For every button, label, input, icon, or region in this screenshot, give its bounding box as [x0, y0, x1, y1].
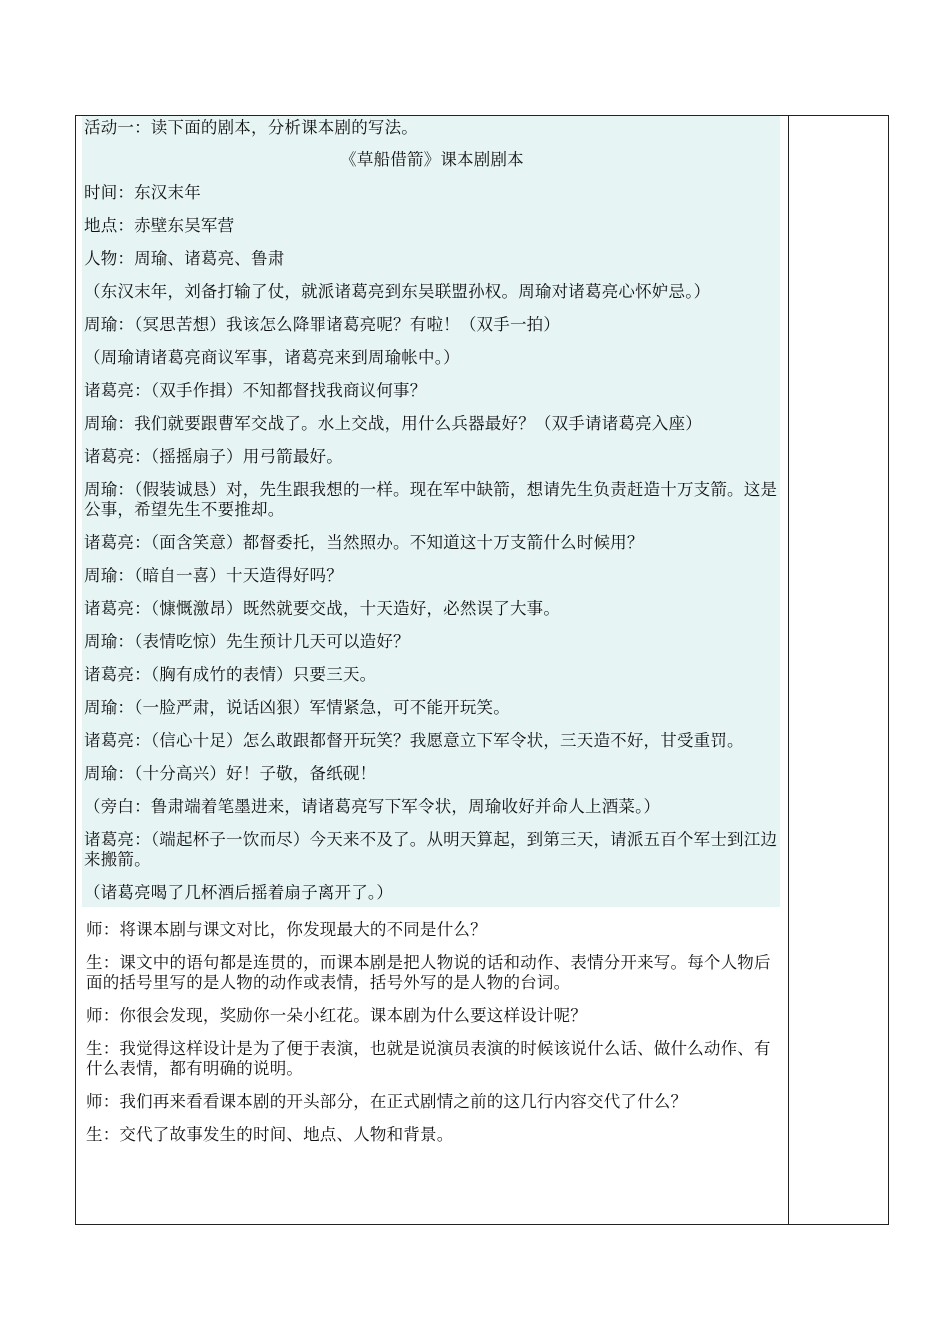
- script-place: 地点：赤壁东吴军营: [84, 216, 235, 235]
- script-line: 诸葛亮：（信心十足）怎么敢跟都督开玩笑？我愿意立下军令状，三天造不好，甘受重罚。: [84, 731, 744, 750]
- script-line: 诸葛亮：（胸有成竹的表情）只要三天。: [84, 665, 377, 684]
- script-line: 周瑜：（假装诚恳）对，先生跟我想的一样。现在军中缺箭，想请先生负责赶造十万支箭。这是公事，希望先生不要推却。: [84, 480, 778, 519]
- classroom-dialogue: [84, 907, 782, 1145]
- script-line: （诸葛亮喝了几杯酒后摇着扇子离开了。）: [84, 883, 394, 902]
- dialogue-line: 师：将课本剧与课文对比，你发现最大的不同是什么？: [86, 920, 487, 939]
- script-line: （东汉末年，刘备打输了仗，就派诸葛亮到东吴联盟孙权。周瑜对诸葛亮心怀妒忌。）: [84, 282, 711, 301]
- dialogue-line: 师：我们再来看看课本剧的开头部分，在正式剧情之前的这几行内容交代了什么？: [86, 1092, 688, 1111]
- script-title: 《草船借箭》课本剧剧本: [340, 150, 524, 169]
- activity-intro: 活动一：读下面的剧本，分析课本剧的写法。: [84, 118, 418, 137]
- script-line: 周瑜：（一脸严肃，说话凶狠）军情紧急，可不能开玩笑。: [84, 698, 510, 717]
- dialogue-line: 生：课文中的语句都是连贯的，而课本剧是把人物说的话和动作、表情分开来写。每个人物后面的括号里写的是人物的动作或表情，括号外写的是人物的台词。: [86, 953, 771, 992]
- dialogue-line: 生：我觉得这样设计是为了便于表演，也就是说演员表演的时候该说什么话、做什么动作、有什么表情，都有明确的说明。: [86, 1039, 771, 1078]
- script-line: 诸葛亮：（双手作揖）不知都督找我商议何事？: [84, 381, 427, 400]
- script-line: 周瑜：（暗自一喜）十天造得好吗？: [84, 566, 343, 585]
- script-excerpt: [82, 116, 780, 907]
- script-line: 周瑜：（冥思苦想）我该怎么降罪诸葛亮呢？有啦！（双手一拍）: [84, 315, 561, 334]
- script-line: 诸葛亮：（摇摇扇子）用弓箭最好。: [84, 447, 343, 466]
- script-characters: 人物：周瑜、诸葛亮、鲁肃: [84, 249, 285, 268]
- dialogue-line: 师：你很会发现，奖励你一朵小红花。课本剧为什么要这样设计呢？: [86, 1006, 587, 1025]
- script-line: （旁白：鲁肃端着笔墨进来，请诸葛亮写下军令状，周瑜收好并命人上酒菜。）: [84, 797, 661, 816]
- notes-cell: [789, 116, 888, 1224]
- dialogue-line: 生：交代了故事发生的时间、地点、人物和背景。: [86, 1125, 454, 1144]
- script-line: （周瑜请诸葛亮商议军事，诸葛亮来到周瑜帐中。）: [84, 348, 460, 367]
- script-line: 诸葛亮：（端起杯子一饮而尽）今天来不及了。从明天算起，到第三天，请派五百个军士到江边来搬箭。: [84, 830, 778, 869]
- script-line: 诸葛亮：（慷慨激昂）既然就要交战，十天造好，必然误了大事。: [84, 599, 561, 618]
- main-content-cell: [76, 116, 788, 1224]
- script-line: 周瑜：我们就要跟曹军交战了。水上交战，用什么兵器最好？（双手请诸葛亮入座）: [84, 414, 702, 433]
- script-line: 周瑜：（十分高兴）好！子敬，备纸砚！: [84, 764, 377, 783]
- script-line: 诸葛亮：（面含笑意）都督委托，当然照办。不知道这十万支箭什么时候用？: [84, 533, 644, 552]
- lesson-table: [75, 115, 889, 1225]
- script-time: 时间：东汉末年: [84, 183, 201, 202]
- script-line: 周瑜：（表情吃惊）先生预计几天可以造好？: [84, 632, 410, 651]
